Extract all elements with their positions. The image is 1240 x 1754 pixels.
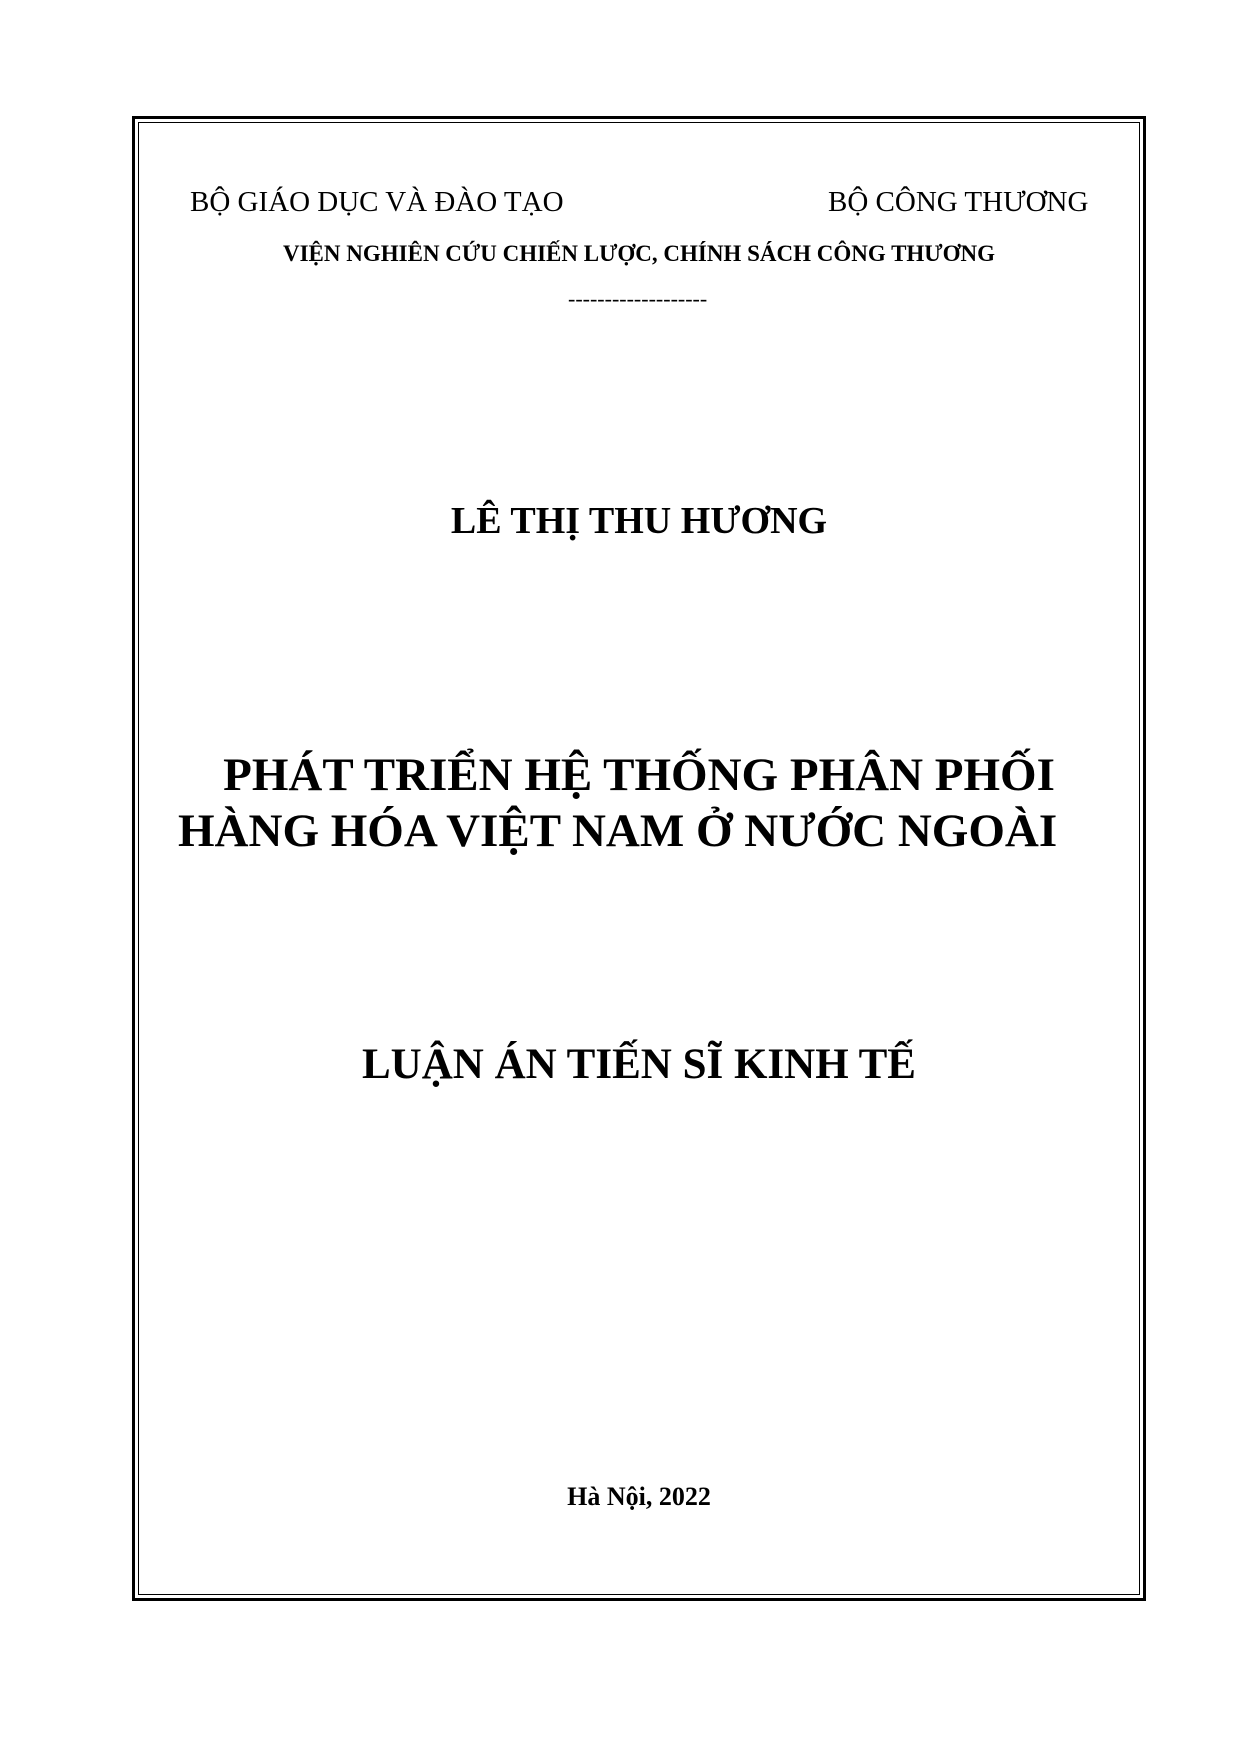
- degree-label: LUẬN ÁN TIẾN SĨ KINH TẾ: [362, 1041, 916, 1088]
- institute-name: VIỆN NGHIÊN CỨU CHIẾN LƯỢC, CHÍNH SÁCH CÔNG THƯƠNG: [283, 241, 995, 266]
- page-border-inner: [138, 122, 1140, 1595]
- ministry-trade-label: BỘ CÔNG THƯƠNG: [828, 186, 1089, 218]
- ministry-education-label: BỘ GIÁO DỤC VÀ ĐÀO TẠO: [190, 186, 564, 218]
- thesis-title-line-2: HÀNG HÓA VIỆT NAM Ở NƯỚC NGOÀI: [178, 805, 1058, 857]
- author-name: LÊ THỊ THU HƯƠNG: [450, 500, 828, 542]
- thesis-title-line-1: PHÁT TRIỂN HỆ THỐNG PHÂN PHỐI: [223, 749, 1055, 801]
- header-separator: -------------------: [568, 286, 708, 311]
- place-and-year: Hà Nội, 2022: [567, 1482, 711, 1511]
